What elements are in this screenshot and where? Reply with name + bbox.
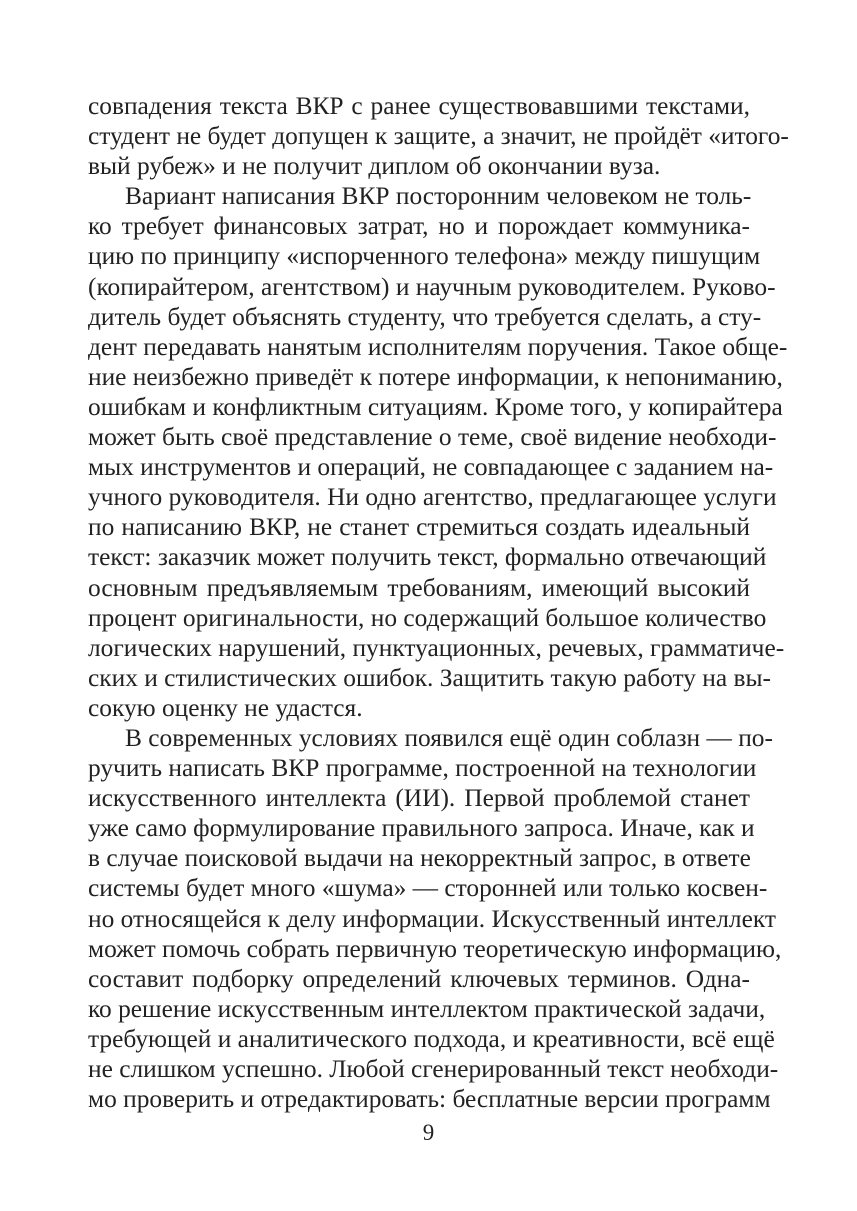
text-line: дитель будет объяснять студенту, что требуется сделать, а сту- (88, 302, 762, 331)
text-line: мых инструментов и операций, не совпадающее с заданием на- (88, 453, 774, 482)
text-line: вый рубеж» и не получит диплом об окончании вуза. (88, 152, 661, 181)
text-line: цию по принципу «испорченного телефона» между пишущим (88, 242, 761, 271)
text-line: ручить написать ВКР программе, построенной на технологии (88, 754, 757, 783)
text-line: Вариант написания ВКР посторонним человеком не толь- (125, 182, 752, 211)
text-line: в случае поисковой выдачи на некорректный запрос, в ответе (88, 844, 751, 873)
text-line: текст: заказчик может получить текст, формально отвечающий (88, 543, 767, 572)
paragraph (88, 723, 782, 1114)
body-text (88, 91, 789, 1114)
text-line: по написанию ВКР, не станет стремиться создать идеальный (88, 513, 750, 542)
text-line: совпадения текста ВКР с ранее существовавшими текстами, (88, 92, 750, 120)
text-line: не слишком успешно. Любой сгенерированный текст необходи- (88, 1055, 779, 1083)
text-line: ко требует финансовых затрат, но и порождает коммуника- (88, 212, 750, 241)
page-number: 9 (422, 1120, 435, 1145)
paragraph (88, 91, 789, 181)
text-line: дент передавать нанятым исполнителям поручения. Такое обще- (88, 332, 788, 361)
text-line: ко решение искусственным интеллектом практической задачи, (88, 994, 766, 1023)
text-line: логических нарушений, пунктуационных, речевых, грамматиче- (88, 633, 785, 662)
text-line: (копирайтером, агентством) и научным руководителем. Руково- (88, 272, 776, 301)
text-line: основным предъявляемым требованиям, имеющий высокий (88, 573, 750, 602)
text-line: процент оригинальности, но содержащий большое количество (88, 603, 767, 632)
text-line: уже само формулирование правильного запроса. Иначе, как и (88, 814, 755, 843)
text-line: может помочь собрать первичную теоретическую информацию, (88, 934, 782, 963)
paragraph (88, 181, 788, 723)
text-line: ских и стилистических ошибок. Защитить такую работу на вы- (88, 663, 771, 692)
text-line: составит подборку определений ключевых терминов. Одна- (88, 964, 750, 993)
text-line: В современных условиях появился ещё один соблазн — по- (125, 723, 773, 752)
text-line: ошибкам и конфликтным ситуациям. Кроме того, у копирайтера (88, 392, 783, 421)
text-line: учного руководителя. Ни одно агентство, предлагающее услуги (88, 483, 777, 512)
text-line: искусственного интеллекта (ИИ). Первой проблемой станет (88, 784, 750, 813)
text-line: ние неизбежно приведёт к потере информации, к непониманию, (88, 362, 783, 391)
text-line: но относящейся к делу информации. Искусственный интеллект (88, 904, 776, 933)
text-line: сокую оценку не удастся. (88, 693, 363, 722)
text-line: системы будет много «шума» — сторонней или только косвен- (88, 874, 768, 903)
text-line: студент не будет допущен к защите, а значит, не пройдёт «итого- (88, 122, 789, 151)
text-line: мо проверить и отредактировать: бесплатные версии программ (88, 1085, 771, 1114)
text-line: может быть своё представление о теме, своё видение необходи- (88, 423, 777, 452)
text-line: требующей и аналитического подхода, и креативности, всё ещё (88, 1024, 775, 1053)
